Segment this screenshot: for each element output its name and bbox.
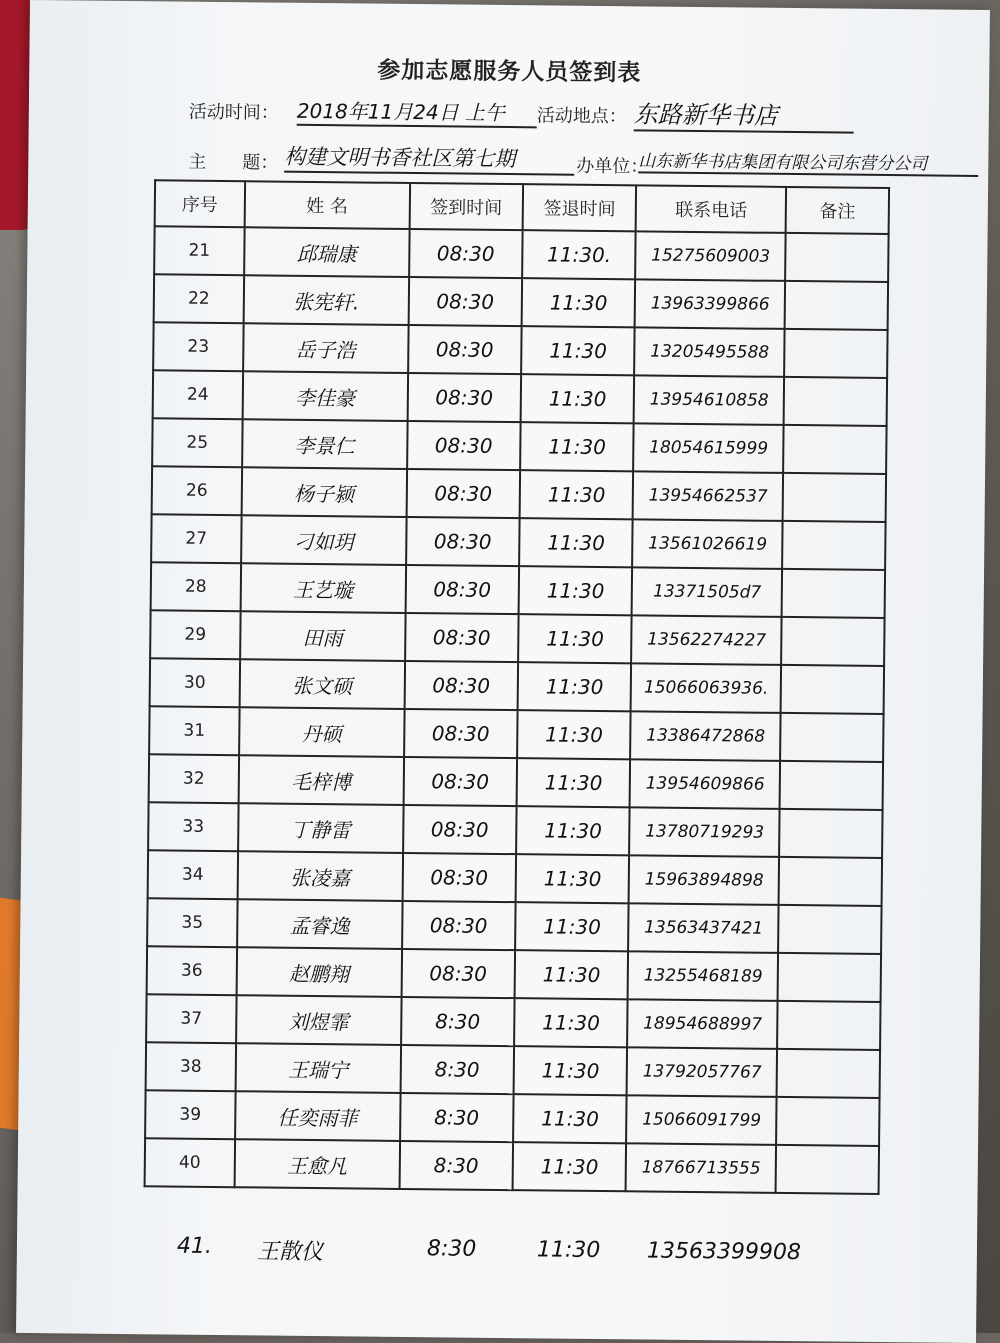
table-row [154, 226, 888, 282]
table-row [153, 370, 887, 426]
row-signout: 11:30 [521, 374, 635, 423]
row-no: 23 [153, 322, 243, 371]
row-name: 李景仁 [242, 419, 407, 469]
row-signout: 11:30. [522, 230, 636, 279]
row-no: 39 [145, 1090, 235, 1139]
row-note [785, 233, 888, 282]
col-header-no: 序号 [155, 180, 245, 227]
row-signout: 11:30 [513, 1142, 627, 1191]
row-no: 29 [150, 610, 240, 659]
row-no: 22 [154, 274, 244, 323]
row-note [781, 617, 884, 666]
row-signin: 8:30 [400, 1045, 514, 1094]
row-signout: 11:30 [522, 278, 636, 327]
row-note [776, 1145, 879, 1194]
row-signout: 11:30 [520, 422, 634, 471]
row-name: 岳子浩 [243, 323, 408, 373]
row-signin: 08:30 [403, 757, 517, 806]
row-signout: 11:30 [519, 518, 633, 567]
table-row [145, 1090, 879, 1146]
row-signin: 08:30 [405, 565, 519, 614]
row-phone: 13780719293 [630, 807, 780, 857]
row-no: 34 [148, 850, 238, 899]
row-signout: 11:30 [518, 614, 632, 663]
row-phone: 15066091799 [627, 1095, 777, 1145]
row-name: 刁如玥 [241, 515, 406, 565]
extra-row-signout: 11:30 [536, 1237, 601, 1264]
row-note [779, 809, 882, 858]
row-signout: 11:30 [513, 1094, 627, 1143]
sign-in-sheet [16, 0, 990, 1343]
row-note [776, 1097, 879, 1146]
org-label: 办单位： [576, 155, 649, 178]
row-signin: 08:30 [404, 661, 518, 710]
row-phone: 18954688997 [628, 999, 778, 1049]
row-signin: 08:30 [403, 805, 517, 854]
row-note [782, 569, 885, 618]
row-signin: 08:30 [406, 517, 520, 566]
table-row [154, 274, 888, 330]
row-no: 26 [152, 466, 242, 515]
table-row [147, 898, 881, 954]
row-no: 31 [149, 706, 239, 755]
row-signin: 8:30 [401, 997, 515, 1046]
table-row [152, 466, 886, 522]
row-no: 21 [154, 226, 244, 275]
row-name: 刘煜霏 [236, 995, 401, 1045]
table-row [146, 994, 880, 1050]
row-signin: 08:30 [407, 421, 521, 470]
table-row [151, 514, 885, 570]
row-signout: 11:30 [514, 1046, 628, 1095]
row-signin: 08:30 [408, 325, 522, 374]
row-phone: 13954610858 [634, 375, 784, 425]
row-no: 24 [153, 370, 243, 419]
row-phone: 18054615999 [634, 423, 784, 473]
extra-row-phone: 13563399908 [646, 1238, 802, 1266]
row-signout: 11:30 [518, 662, 632, 711]
row-signin: 08:30 [405, 613, 519, 662]
row-name: 张文硕 [239, 659, 404, 709]
row-name: 田雨 [240, 611, 405, 661]
row-note [780, 761, 883, 810]
table-row [148, 850, 882, 906]
row-note [778, 905, 881, 954]
row-name: 王艺璇 [240, 563, 405, 613]
table-row [150, 658, 884, 714]
row-note [784, 377, 887, 426]
row-note [784, 329, 887, 378]
row-phone: 13562274227 [632, 615, 782, 665]
topic-label: 主 题： [188, 151, 279, 174]
row-note [780, 713, 883, 762]
row-no: 28 [151, 562, 241, 611]
col-header-signin: 签到时间 [409, 183, 523, 230]
table-row [150, 610, 884, 666]
row-phone: 13205495588 [635, 327, 785, 377]
row-note [783, 473, 886, 522]
row-name: 杨子颍 [241, 467, 406, 517]
row-no: 40 [145, 1138, 235, 1187]
row-signin: 08:30 [407, 373, 521, 422]
table-row [151, 562, 885, 618]
topic-value: 构建文明书香社区第七期 [284, 141, 574, 176]
col-header-note: 备注 [786, 187, 889, 234]
row-name: 王瑞宁 [235, 1043, 400, 1093]
table-row [152, 418, 886, 474]
row-note [777, 1001, 880, 1050]
table-row [148, 802, 882, 858]
row-name: 丁静雷 [238, 803, 403, 853]
row-phone: 13963399866 [635, 279, 785, 329]
row-signout: 11:30 [516, 854, 630, 903]
row-name: 张凌嘉 [237, 851, 402, 901]
row-signout: 11:30 [517, 710, 631, 759]
row-name: 丹硕 [239, 707, 404, 757]
row-no: 27 [151, 514, 241, 563]
row-signin: 08:30 [402, 853, 516, 902]
row-signout: 11:30 [514, 998, 628, 1047]
row-no: 33 [148, 802, 238, 851]
row-signout: 11:30 [521, 326, 635, 375]
place-value: 东路新华书店 [634, 94, 854, 133]
row-phone: 13563437421 [629, 903, 779, 953]
row-no: 35 [147, 898, 237, 947]
extra-row-no: 41. [176, 1233, 213, 1259]
row-name: 邱瑞康 [244, 227, 409, 277]
row-note [781, 665, 884, 714]
row-phone: 18766713555 [626, 1143, 776, 1193]
row-phone: 13792057767 [627, 1047, 777, 1097]
row-no: 36 [147, 946, 237, 995]
row-phone: 13386472868 [631, 711, 781, 761]
row-name: 李佳豪 [242, 371, 407, 421]
row-phone: 13954609866 [630, 759, 780, 809]
sign-in-table [144, 179, 891, 1195]
table-header-row [155, 180, 889, 234]
row-no: 25 [152, 418, 242, 467]
row-note [785, 281, 888, 330]
row-signout: 11:30 [516, 806, 630, 855]
row-signout: 11:30 [515, 902, 629, 951]
extra-row-signin: 8:30 [426, 1236, 477, 1262]
row-signout: 11:30 [520, 470, 634, 519]
row-signin: 08:30 [409, 229, 523, 278]
row-note [779, 857, 882, 906]
table-row [146, 1042, 880, 1098]
org-value: 山东新华书店集团有限公司东营分公司 [638, 146, 978, 177]
row-no: 30 [150, 658, 240, 707]
row-phone: 13255468189 [628, 951, 778, 1001]
row-no: 38 [146, 1042, 236, 1091]
table-row [149, 754, 883, 810]
row-signout: 11:30 [517, 758, 631, 807]
row-no: 32 [149, 754, 239, 803]
row-phone: 13561026619 [633, 519, 783, 569]
row-signout: 11:30 [519, 566, 633, 615]
row-name: 王愈凡 [234, 1139, 399, 1189]
row-note [778, 953, 881, 1002]
row-phone: 13371505d7 [632, 567, 782, 617]
sheet-title: 参加志愿服务人员签到表 [377, 57, 642, 87]
row-signin: 08:30 [406, 469, 520, 518]
row-signin: 08:30 [408, 277, 522, 326]
time-label: 活动时间： [188, 101, 279, 124]
table-row [149, 706, 883, 762]
table-row [145, 1138, 879, 1194]
time-value: 2018年11月24日 上午 [297, 95, 537, 129]
table-row [153, 322, 887, 378]
row-note [777, 1049, 880, 1098]
row-name: 孟睿逸 [237, 899, 402, 949]
row-phone: 15066063936. [631, 663, 781, 713]
row-signin: 08:30 [404, 709, 518, 758]
row-signout: 11:30 [515, 950, 629, 999]
col-header-signout: 签退时间 [523, 184, 637, 231]
row-phone: 13954662537 [633, 471, 783, 521]
row-phone: 15275609003 [636, 231, 786, 281]
row-name: 赵鹏翔 [236, 947, 401, 997]
row-name: 任奕雨菲 [235, 1091, 400, 1141]
row-name: 张宪轩. [244, 275, 409, 325]
row-name: 毛梓博 [238, 755, 403, 805]
row-signin: 08:30 [401, 949, 515, 998]
col-header-phone: 联系电话 [636, 185, 786, 233]
row-signin: 8:30 [399, 1141, 513, 1190]
place-label: 活动地点： [536, 105, 627, 128]
table-row [147, 946, 881, 1002]
row-no: 37 [146, 994, 236, 1043]
row-phone: 15963894898 [629, 855, 779, 905]
col-header-name: 姓 名 [245, 181, 410, 229]
extra-row-name: 王散仪 [256, 1239, 324, 1266]
row-note [782, 521, 885, 570]
row-signin: 08:30 [402, 901, 516, 950]
row-note [783, 425, 886, 474]
row-signin: 8:30 [400, 1093, 514, 1142]
